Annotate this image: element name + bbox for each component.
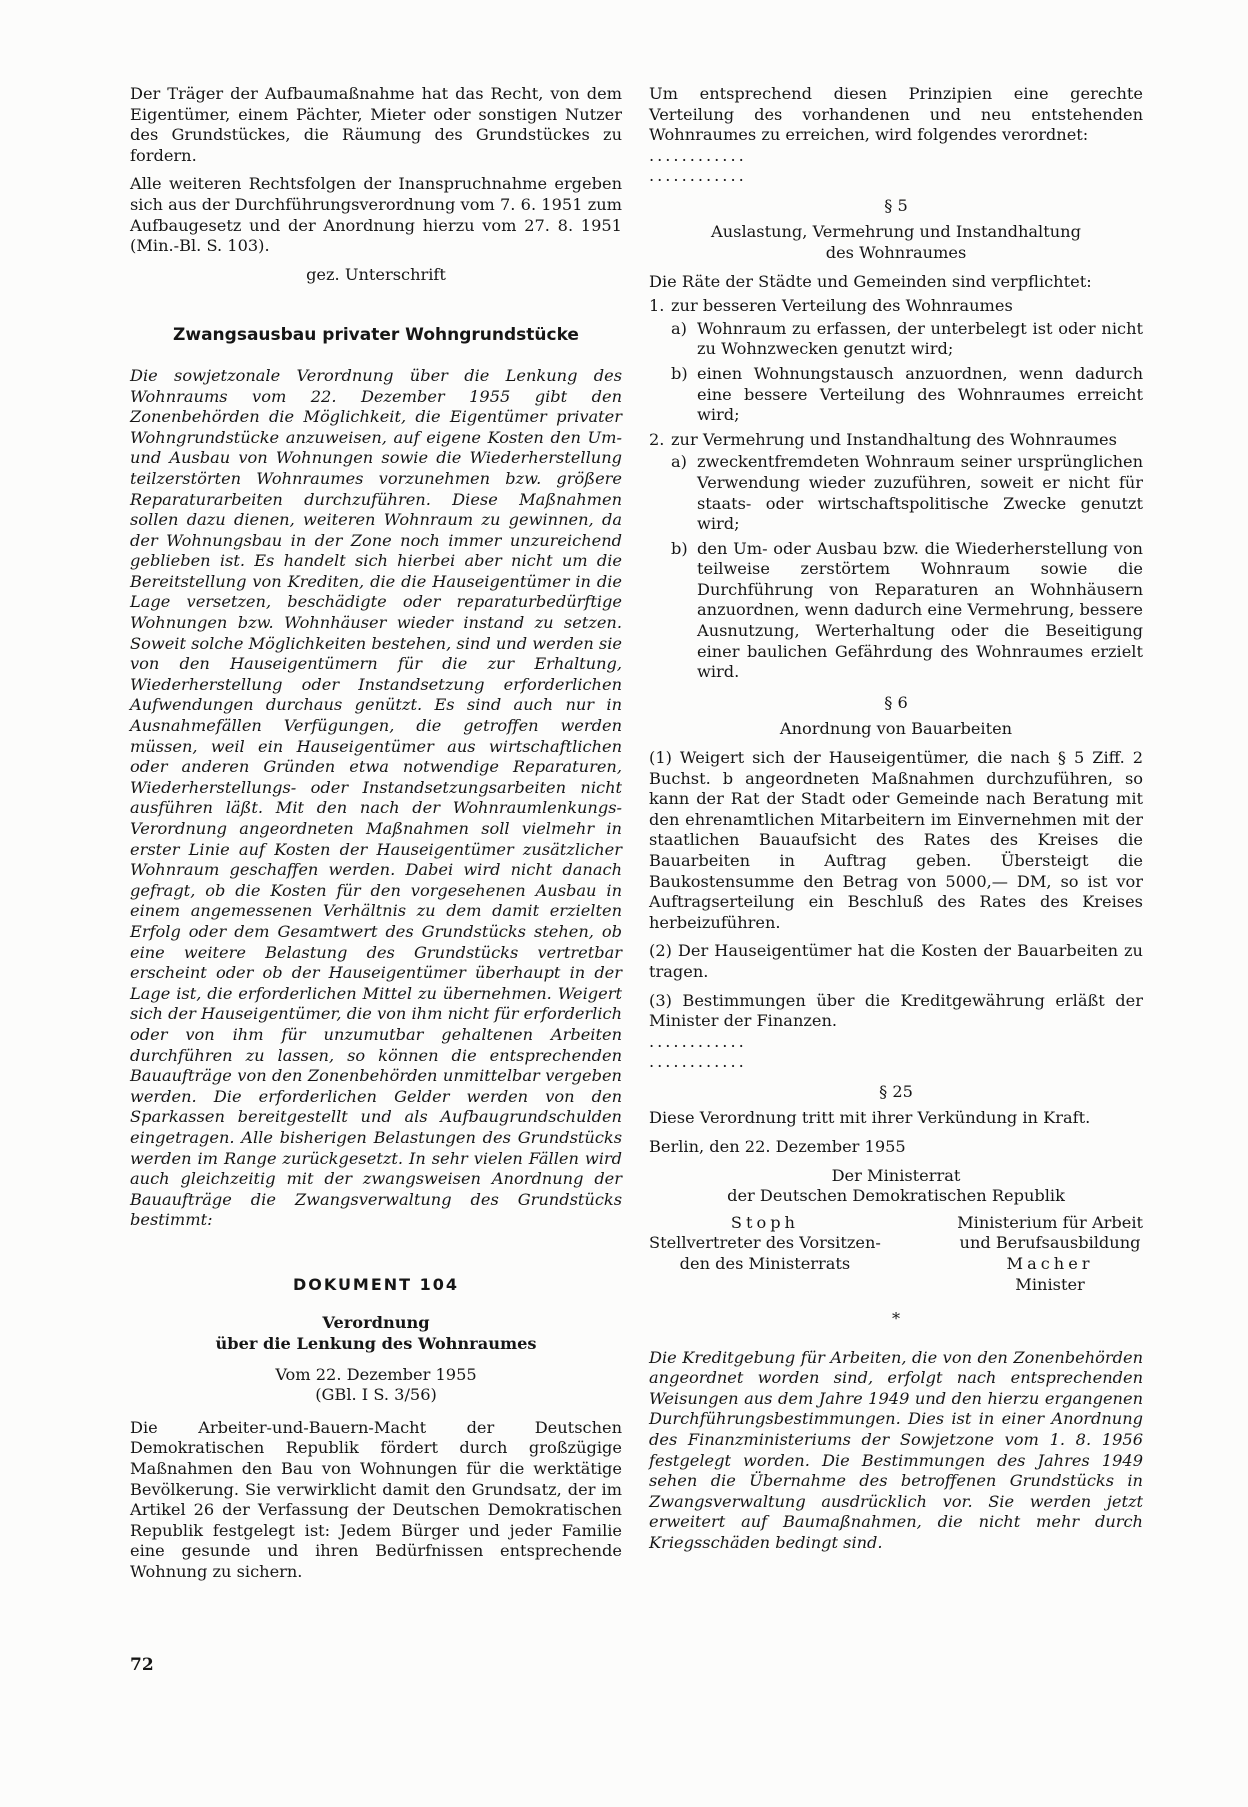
ellipsis-line: ............ xyxy=(649,145,747,165)
place-and-date: Berlin, den 22. Dezember 1955 xyxy=(649,1136,906,1156)
section-5-title-line-1: Auslastung, Vermehrung und Instandhaltung xyxy=(711,222,1081,242)
section-6-paragraph-1: (1) Weigert sich der Hauseigentümer, die nach § 5 Ziff. 2 Buchst. b angeordneten Maßnahmen durchzuführen, so kann der Rat der Stadt oder Gemeinde nach Beratung mit den ehrenamtlichen Mitarbeitern im Einvernehmen mit der staatlichen Bauaufsicht des Rates des Kreises die Bauarbeiten in Auftrag geben. Übersteigt die Baukostensumme den Betrag von 5000,— DM, so ist vor Auftragserteilung ein Beschluß des Rates des Kreises herbeizuführen. xyxy=(649,748,1143,932)
list-item: 1. zur besseren Verteilung des Wohnraumes xyxy=(649,296,1013,316)
signature-block xyxy=(649,1213,1143,1295)
section-6-paragraph-3: (3) Bestimmungen über die Kreditgewährung erläßt der Minister der Finanzen. xyxy=(649,990,1143,1031)
signatory-stoph: Stoph Stellvertreter des Vorsitzen- den des Ministerrats xyxy=(649,1212,881,1273)
section-5-title-line-2: des Wohnraumes xyxy=(825,242,967,262)
list-subitem: a) Wohnraum zu erfassen, der unterbelegt ist oder nicht zu Wohnzwecken genutzt wird; xyxy=(671,318,1143,359)
paragraph-legal-consequences: Alle weiteren Rechtsfolgen der Inanspruchnahme ergeben sich aus der Durchführungsverordnung vom 7. 6. 1951 zum Aufbaugesetz und der Anordnung hierzu vom 27. 8. 1951 (Min.-Bl. S. 103). xyxy=(130,174,622,256)
page-number: 72 xyxy=(130,1655,154,1675)
ellipsis-line: ............ xyxy=(649,1031,747,1051)
council-line-1: Der Ministerrat xyxy=(831,1165,961,1185)
separator-star: * xyxy=(891,1309,901,1329)
section-25-text: Diese Verordnung tritt mit ihrer Verkündung in Kraft. xyxy=(649,1108,1091,1128)
section-6-title: Anordnung von Bauarbeiten xyxy=(779,719,1013,739)
decree-title-line-2: über die Lenkung des Wohnraumes xyxy=(215,1334,537,1354)
list-subitem: b) den Um- oder Ausbau bzw. die Wiederherstellung von teilweise zerstörtem Wohnraum sowie die Durchführung von Reparaturen an Wohnhäusern anzuordnen, wenn dadurch eine Vermehrung, bessere Ausnutzung, Werterhaltung oder die Beseitigung einer baulichen Gefährdung des Wohnraumes erzielt wird. xyxy=(671,538,1143,682)
signature: gez. Unterschrift xyxy=(306,264,446,284)
right-column xyxy=(649,84,1143,1554)
document-title: DOKUMENT 104 xyxy=(292,1274,460,1294)
decree-date: Vom 22. Dezember 1955 xyxy=(275,1364,477,1384)
list-subitem: a) zweckentfremdeten Wohnraum seiner ursprünglichen Verwendung wieder zuzuführen, soweit er nicht für staats- oder wirtschaftspolitische Zwecke genutzt wird; xyxy=(671,452,1143,534)
section-5-number: § 5 xyxy=(884,195,908,215)
decree-intro: Um entsprechend diesen Prinzipien eine gerechte Verteilung des vorhandenen und neu entstehenden Wohnraumes zu erreichen, wird folgendes verordnet: xyxy=(649,84,1143,145)
decree-preamble: Die Arbeiter-und-Bauern-Macht der Deutschen Demokratischen Republik fördert durch großzügige Maßnahmen den Bau von Wohnungen für die werktätige Bevölkerung. Sie verwirklicht damit den Grundsatz, der im Artikel 26 der Verfassung der Deutschen Demokratischen Republik festgelegt ist: Jedem Bürger und jeder Familie eine gesunde und ihren Bedürfnissen entsprechende Wohnung zu sichern. xyxy=(130,1417,622,1581)
section-25-number: § 25 xyxy=(879,1081,913,1101)
decree-source: (GBl. I S. 3/56) xyxy=(315,1385,437,1405)
council-line-2: der Deutschen Demokratischen Republik xyxy=(727,1186,1065,1206)
section-6-paragraph-2: (2) Der Hauseigentümer hat die Kosten der Bauarbeiten zu tragen. xyxy=(649,941,1143,981)
ellipsis-line: ............ xyxy=(649,165,747,185)
decree-title-line-1: Verordnung xyxy=(322,1313,430,1333)
signatory-macher: Ministerium für Arbeit und Berufsausbildung Macher Minister xyxy=(957,1212,1143,1294)
commentary-text: Die sowjetzonale Verordnung über die Lenkung des Wohnraums vom 22. Dezember 1955 gibt den Zonenbehörden die Möglichkeit, die Eigentümer privater Wohngrundstücke anzuweisen, auf eigene Kosten den Um- und Ausbau von Wohnungen sowie die Wiederherstellung teilzerstörten Wohnraumes vorzunehmen bzw. größere Reparaturarbeiten durchzuführen. Diese Maßnahmen sollen dazu dienen, weiteren Wohnraum zu gewinnen, da der Wohnungsbau in der Zone noch immer unzureichend geblieben ist. Es handelt sich hierbei aber nicht um die Bereitstellung von Krediten, die die Hauseigentümer in die Lage versetzen, beschädigte oder reparaturbedürftige Wohnungen bzw. Wohnhäuser wieder instand zu setzen. Soweit solche Möglichkeiten bestehen, sind und werden sie von den Hauseigentümern für die zur Erhaltung, Wiederherstellung oder Instandsetzung erforderlichen Aufwendungen durchaus genützt. Es sind auch nur in Ausnahmefällen Verfügungen, die getroffen werden müssen, weil ein Hauseigentümer aus wirtschaftlichen oder anderen Gründen etwa notwendige Reparaturen, Wiederherstellungs- oder Instandsetzungsarbeiten nicht ausführen läßt. Mit den nach der Wohnraumlenkungs-Verordnung angeordneten Maßnahmen soll vielmehr in erster Linie auf Kosten der Hauseigentümer zusätzlicher Wohnraum geschaffen werden. Dabei wird nicht danach gefragt, ob die Kosten für den vorgesehenen Ausbau in einem angemessenen Verhältnis zu dem damit erzielten Erfolg oder dem Gesamtwert des Grundstücks stehen, ob eine weitere Belastung des Grundstücks vertretbar erscheint oder ob der Hauseigentümer überhaupt in der Lage ist, die erforderlichen Mittel zu übernehmen. Weigert sich der Hauseigentümer, die von ihm nicht für erforderlich oder von ihm für unzumutbar gehaltenen Arbeiten durchführen zu lassen, so können die entsprechenden Bauaufträge von den Zonenbehörden unmittelbar vergeben werden. Die erforderlichen Gelder werden von den Sparkassen bereitgestellt und als Aufbaugrundschulden eingetragen. Alle bisherigen Belastungen des Grundstücks werden im Range zurückgesetzt. In sehr vielen Fällen wird auch gleichzeitig mit der zwangsweisen Anordnung der Bauaufträge die Zwangsverwaltung des Grundstücks bestimmt: xyxy=(130,365,622,1230)
section-5-intro: Die Räte der Städte und Gemeinden sind verpflichtet: xyxy=(649,271,1092,291)
commentary-text: Die Kreditgebung für Arbeiten, die von den Zonenbehörden angeordnet worden sind, erfolgt nach entsprechenden Weisungen aus dem Jahre 1949 und den hierzu ergangenen Durchführungsbestimmungen. Dies ist in einer Anordnung des Finanzministeriums der Sowjetzone vom 1. 8. 1956 festgelegt worden. Die Bestimmungen des Jahres 1949 sehen die Übernahme des betroffenen Grundstücks in Zwangsverwaltung ausdrücklich vor. Sie werden jetzt erweitert auf Baumaßnahmen, die nicht mehr durch Kriegsschäden bedingt sind. xyxy=(649,1347,1143,1553)
list-subitem: b) einen Wohnungstausch anzuordnen, wenn dadurch eine bessere Verteilung des Wohnraumes erreicht wird; xyxy=(671,363,1143,425)
section-heading: Zwangsausbau privater Wohngrundstücke xyxy=(173,325,579,346)
ellipsis-line: ............ xyxy=(649,1051,747,1071)
left-column xyxy=(130,84,622,1591)
section-6-number: § 6 xyxy=(884,692,908,712)
paragraph-owner-rights: Der Träger der Aufbaumaßnahme hat das Recht, von dem Eigentümer, einem Pächter, Mieter oder sonstigen Nutzer des Grundstückes, die Räumung des Grundstückes zu fordern. xyxy=(130,84,622,165)
list-item: 2. zur Vermehrung und Instandhaltung des Wohnraumes xyxy=(649,429,1117,449)
